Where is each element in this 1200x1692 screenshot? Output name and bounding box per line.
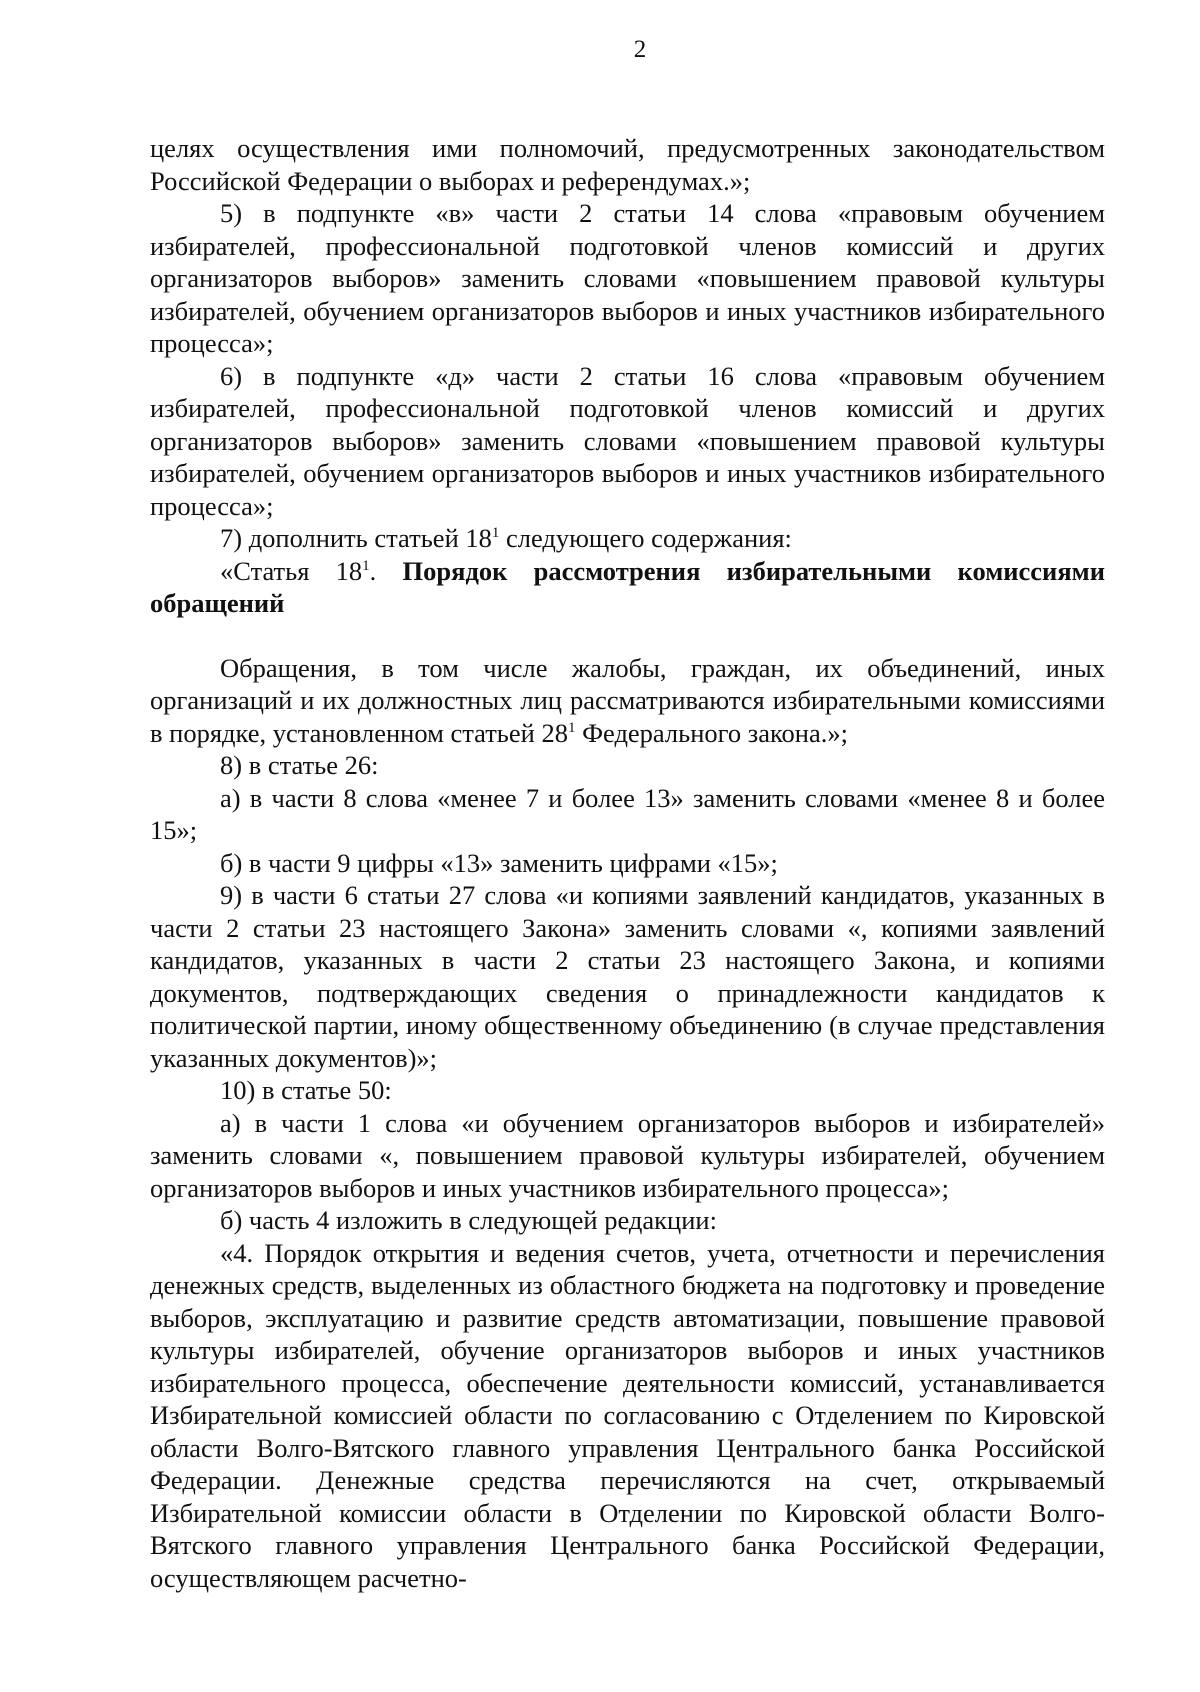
item7-sup: 1: [491, 525, 500, 542]
item7-before: 7) дополнить статьей 18: [220, 523, 492, 553]
item7-after: следующего содержания:: [499, 523, 792, 553]
paragraph-item-9: 9) в части 6 статьи 27 слова «и копиями заявлений кандидатов, указанных в части 2 статьи 23 настоящего Закона» заменить словами «, копиями заявлений кандидатов, указанных в части 2 статьи 23 настоящего Закона, и копиями документов, подтверждающих сведения о принадлежности кандидатов к политической партии, иному общественному объединению (в случае представления указанных документов)»;: [150, 880, 1105, 1073]
spacer: [150, 620, 1105, 652]
article-sup: 1: [362, 557, 370, 574]
page-number: 2: [633, 36, 647, 63]
paragraph-item-10: 10) в статье 50:: [220, 1075, 392, 1105]
paragraph-part-4: «4. Порядок открытия и ведения счетов, учета, отчетности и перечисления денежных средств, выделенных из областного бюджета на подготовку и проведение выборов, эксплуатацию и развитие средств автоматизации, повышение правовой культуры избирателей, обучение организаторов выборов и иных участников избирательного процесса, обеспечение деятельности комиссий, устанавливается Избирательной комиссией области по согласованию с Отделением по Кировской области Волго-Вятского главного управления Центрального банка Российской Федерации. Денежные средства перечисляются на счет, открываемый Избирательной комиссии области в Отделении по Кировской области Волго-Вятского главного управления Центрального банка Российской Федерации, осуществляющем расчетно-: [150, 1237, 1105, 1593]
paragraph-item-8b: б) в части 9 цифры «13» заменить цифрами «15»;: [220, 847, 778, 878]
paragraph-item-7: [150, 522, 1105, 555]
paragraph-item-5: 5) в подпункте «в» части 2 статьи 14 слова «правовым обучением избирателей, профессиональной подготовкой членов комиссий и других организаторов выборов» заменить словами «повышением правовой культуры избирателей, обучением организаторов выборов и иных участников избирательного процесса»;: [150, 198, 1105, 358]
article-dot: .: [369, 555, 403, 586]
article-body-after: Федерального закона.»;: [575, 717, 848, 748]
article-body-before: Обращения, в том числе жалобы, граждан, их объединений, иных организаций и их должностных лиц рассматриваются избирательными комиссиями в порядке, установленном статьей 28: [150, 652, 1105, 748]
paragraph-item-8a: а) в части 8 слова «менее 7 и более 13» заменить словами «менее 8 и более 15»;: [150, 782, 1105, 845]
article-title: Порядок рассмотрения избирательными комиссиями обращений: [150, 555, 1105, 618]
paragraph-item-6: 6) в подпункте «д» части 2 статьи 16 слова «правовым обучением избирателей, профессиональной подготовкой членов комиссий и других организаторов выборов» заменить словами «повышением правовой культуры избирателей, обучением организаторов выборов и иных участников избирательного процесса»;: [150, 360, 1105, 521]
article-body-sup: 1: [567, 719, 576, 736]
paragraph-item-10a: а) в части 1 слова «и обучением организаторов выборов и избирателей» заменить словами «, повышением правовой культуры избирателей, обучением организаторов выборов и иных участников избирательного процесса»;: [150, 1107, 1105, 1203]
document-body: [150, 132, 1105, 1594]
article-body: [150, 652, 1105, 750]
article-prefix: «Статья 18: [220, 555, 363, 586]
paragraph-item-8: 8) в статье 26:: [220, 750, 379, 780]
article-heading: [150, 555, 1105, 620]
paragraph-item-10b: б) часть 4 изложить в следующей редакции:: [220, 1205, 717, 1235]
paragraph-continuation: целях осуществления ими полномочий, предусмотренных законодательством Российской Федерации о выборах и референдумах.»;: [150, 133, 1105, 196]
